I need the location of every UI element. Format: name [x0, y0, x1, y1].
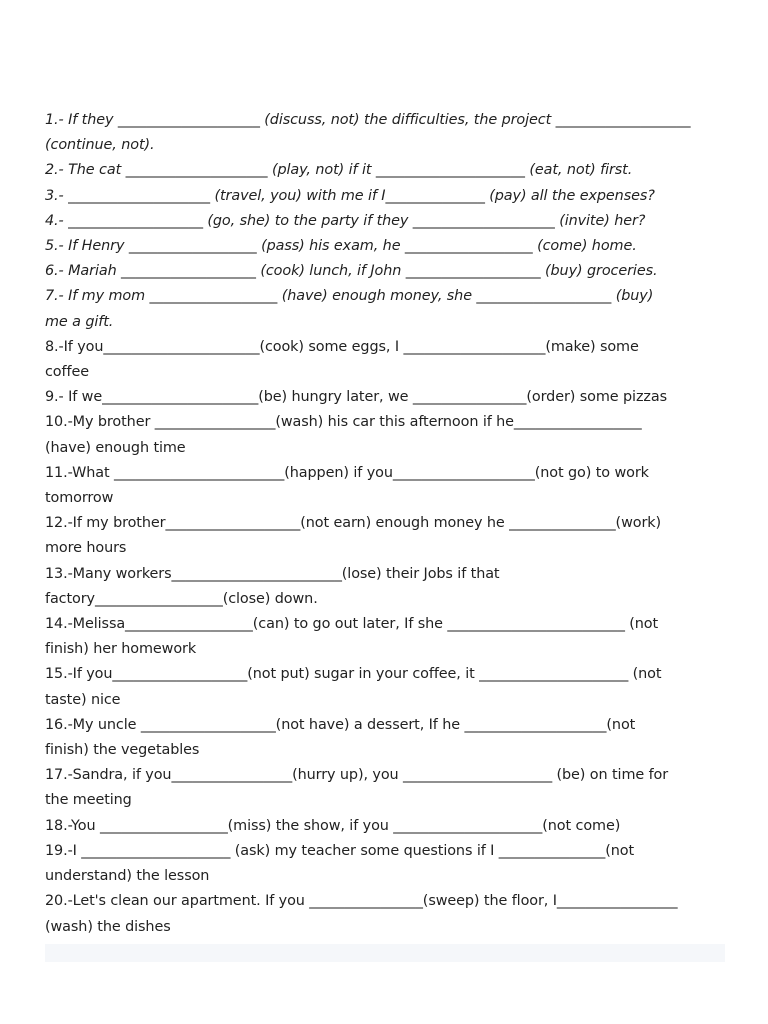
exercise-14-line-2: finish) her homework — [45, 641, 197, 658]
exercise-8-line-1: 8.-If you______________________(cook) some eggs, I ____________________(make) some — [45, 338, 639, 355]
exercise-13-line-2: factory__________________(close) down. — [45, 590, 318, 607]
exercise-14-line-1: 14.-Melissa__________________(can) to go out later, If she _________________________ (not — [45, 616, 659, 633]
exercise-17-line-2: the meeting — [45, 792, 132, 809]
exercise-11-line-1: 11.-What ________________________(happen) if you____________________(not go) to work — [45, 464, 649, 481]
exercise-20-line-2: (wash) the dishes — [45, 918, 171, 935]
exercise-7-line-2: me a gift. — [45, 313, 114, 330]
exercise-10-line-1: 10.-My brother _________________(wash) his car this afternoon if he__________________ — [45, 414, 642, 431]
exercise-12-line-2: more hours — [45, 540, 127, 557]
exercise-12-line-1: 12.-If my brother___________________(not earn) enough money he _______________(work) — [45, 515, 662, 532]
exercise-18: 18.-You __________________(miss) the show, if you _____________________(not come) — [45, 817, 621, 834]
exercise-16-line-2: finish) the vegetables — [45, 742, 200, 759]
exercise-7-line-1: 7.- If my mom __________________ (have) enough money, she ___________________ (buy) — [45, 288, 654, 305]
exercise-3: 3.- ____________________ (travel, you) with me if I______________ (pay) all the expenses? — [45, 187, 655, 204]
exercise-16-line-1: 16.-My uncle ___________________(not have) a dessert, If he ____________________(not — [45, 716, 636, 733]
page-footer-band — [45, 944, 725, 962]
exercise-8-line-2: coffee — [45, 364, 89, 381]
exercise-17-line-1: 17.-Sandra, if you_________________(hurry up), you _____________________ (be) on time for — [45, 767, 669, 784]
exercise-10-line-2: (have) enough time — [45, 439, 186, 456]
exercise-13-line-1: 13.-Many workers________________________(lose) their Jobs if that — [45, 565, 500, 582]
exercise-5: 5.- If Henry __________________ (pass) his exam, he __________________ (come) home. — [45, 238, 637, 255]
exercise-1-line-1: 1.- If they ____________________ (discuss, not) the difficulties, the project ___________________ — [45, 112, 691, 128]
exercise-4: 4.- ___________________ (go, she) to the party if they ____________________ (invite) her? — [45, 212, 646, 229]
exercise-6: 6.- Mariah ___________________ (cook) lunch, if John ___________________ (buy) groceries. — [45, 263, 658, 280]
exercise-2: 2.- The cat ____________________ (play, not) if it _____________________ (eat, not) first. — [45, 162, 633, 179]
exercise-11-line-2: tomorrow — [45, 490, 114, 507]
exercise-9: 9.- If we______________________(be) hungry later, we ________________(order) some pizzas — [45, 389, 667, 406]
exercise-19-line-2: understand) the lesson — [45, 868, 210, 885]
exercise-15-line-2: taste) nice — [45, 691, 121, 708]
exercise-15-line-1: 15.-If you___________________(not put) sugar in your coffee, it _____________________ (not — [45, 666, 662, 683]
exercise-1-line-2: (continue, not). — [45, 137, 155, 154]
worksheet — [45, 108, 725, 940]
exercise-20-line-1: 20.-Let's clean our apartment. If you ________________(sweep) the floor, I_________________ — [45, 893, 678, 910]
exercise-19-line-1: 19.-I _____________________ (ask) my teacher some questions if I _______________(not — [45, 842, 634, 859]
